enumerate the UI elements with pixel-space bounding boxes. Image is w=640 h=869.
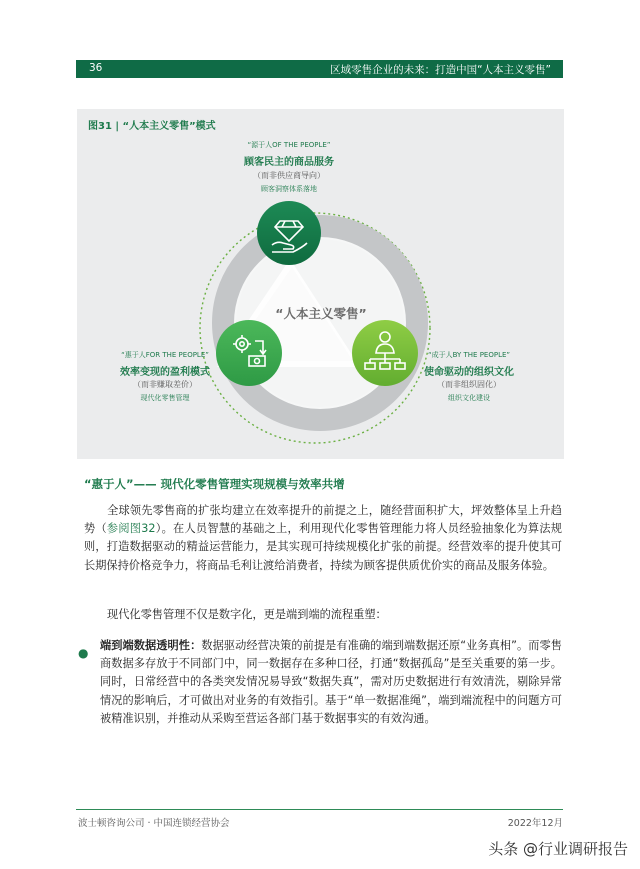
bullet-text: 数据驱动经营决策的前提是有准确的端到端数据还原“业务真相”。而零售商数据多存放于不同部门中，同一数据存在多种口径，打通“数据孤岛”是至关重要的第一步。同时，日常经营中的各类突发情况易导致“数据失真”，需对历史数据进行有效清洗，剔除异常情况的影响后，才可做出对业务的有效指引。基于“单一数据准绳”，端到端流程中的问题方可被精准识别，并推动从采购至营运各部门基于数据事实的有效沟通。 bbox=[100, 639, 562, 725]
figure-caption: 图31 | “人本主义零售”模式 bbox=[88, 121, 216, 132]
figure-32-link[interactable]: 参阅图32 bbox=[106, 522, 156, 536]
center-label: “人本主义零售” bbox=[275, 306, 367, 321]
para1-text-after: ）。在人员智慧的基础之上，利用现代化零售管理能力将人员经验抽象化为算法规则，打造数据驱动的精益运营能力，是其实现可持续规模化扩张的前提。经营效率的提升使其可长期保持价格竞争力，将商品毛利让渡给消费者，持续为顾客提供质优价实的商品及服务体验。 bbox=[84, 522, 562, 572]
right-sub: （而非组织固化） bbox=[437, 380, 501, 389]
bullet-term: 端到端数据透明性： bbox=[100, 639, 202, 652]
left-sub: （而非赚取差价） bbox=[133, 380, 197, 389]
paragraph-1 bbox=[84, 502, 562, 575]
top-quote: “源于人OF THE PEOPLE” bbox=[247, 141, 331, 149]
footer-left: 波士顿咨询公司 · 中国连锁经营协会 bbox=[78, 818, 230, 829]
bullet-dot: ● bbox=[78, 646, 89, 660]
para2-text: 现代化零售管理不仅是数字化，更是端到端的流程重塑： bbox=[107, 608, 387, 621]
bullet-item bbox=[100, 637, 562, 728]
header-title: 区域零售企业的未来：打造中国“人本主义零售” bbox=[330, 64, 551, 76]
figure-31 bbox=[77, 109, 564, 459]
left-quote: “惠于人FOR THE PEOPLE” bbox=[121, 351, 209, 359]
right-small: 组织文化建设 bbox=[448, 394, 490, 402]
top-circle bbox=[257, 201, 321, 265]
right-quote: “成于人BY THE PEOPLE” bbox=[427, 351, 511, 359]
header-bar bbox=[76, 60, 563, 78]
left-main: 效率变现的盈利模式 bbox=[120, 367, 210, 378]
top-main: 顾客民主的商品服务 bbox=[244, 157, 334, 168]
top-sub: （而非供应商导向） bbox=[253, 171, 325, 180]
page-number: 36 bbox=[89, 62, 103, 74]
watermark: 头条 @行业调研报告 bbox=[488, 840, 628, 858]
paragraph-2 bbox=[84, 606, 562, 624]
para1-text-before: 全球领先零售商的扩张均建立在效率提升的前提之上，随经营面积扩大，坪效整体呈上升趋势（ bbox=[84, 504, 562, 536]
footer-rule bbox=[76, 809, 563, 810]
right-main: 使命驱动的组织文化 bbox=[424, 367, 514, 378]
top-small: 顾客洞察体系落地 bbox=[261, 185, 317, 193]
footer-date: 2022年12月 bbox=[507, 818, 563, 829]
left-small: 现代化零售管理 bbox=[140, 394, 190, 402]
section-heading: “惠于人”—— 现代化零售管理实现规模与效率共增 bbox=[84, 477, 345, 491]
